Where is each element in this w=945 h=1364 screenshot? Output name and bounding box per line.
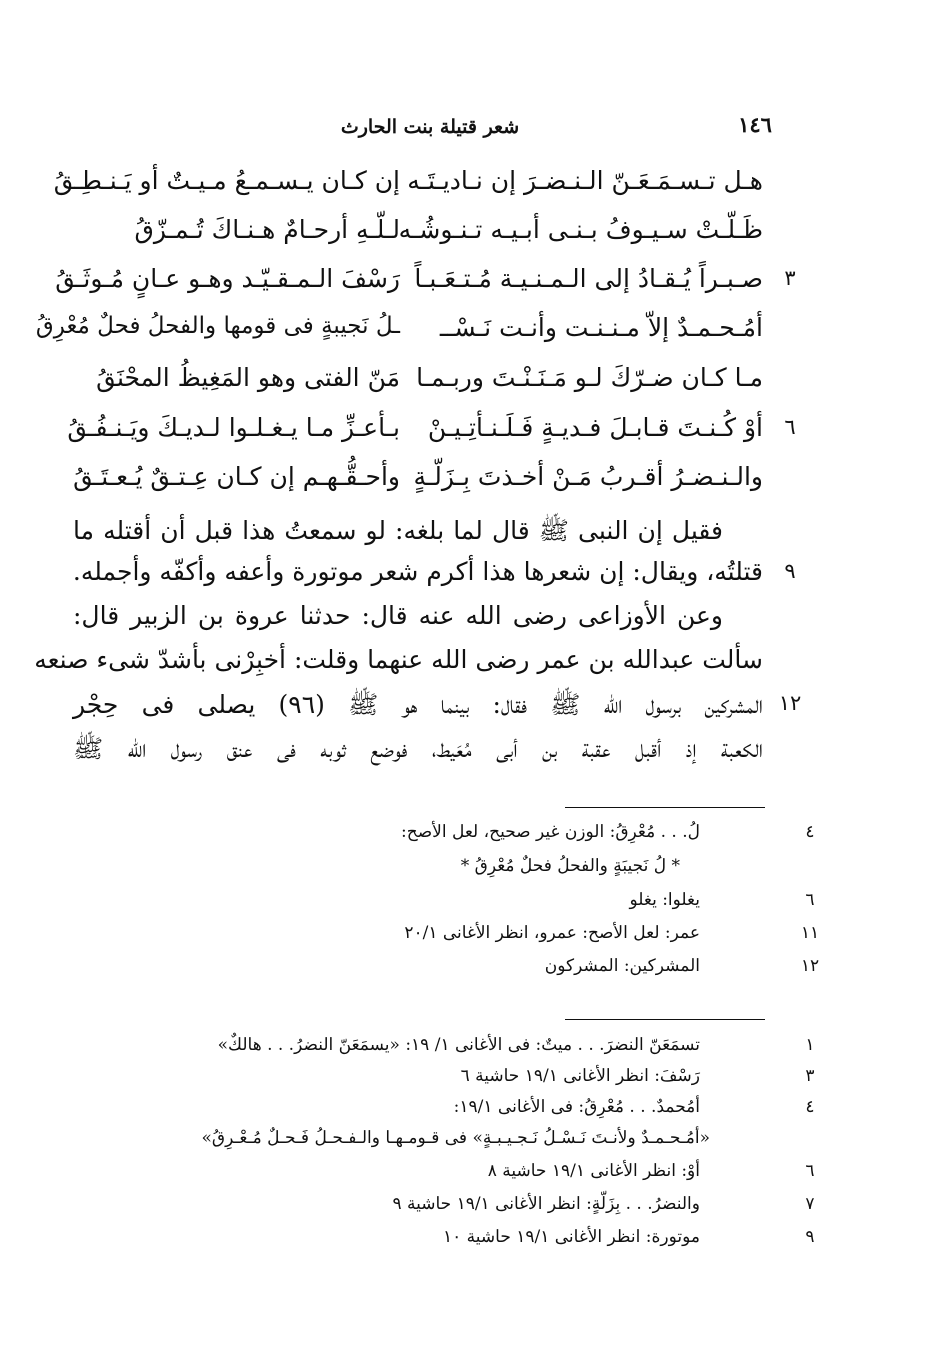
- apparatus-text: تسمَعَنّ النضرَ. . . ميتٌ: فى الأغانى ١/ ١٩: «يسمَعَنّ النضرُ. . . هالكٌ»: [217, 1035, 700, 1055]
- prose-line: [60, 557, 850, 601]
- prose-line: [60, 515, 850, 559]
- verse-first-hemistich: أوْ كُـنـتَ قـابـلَ فـديـةٍ فَـلَـنـأتِـيـنْ: [427, 413, 763, 442]
- apparatus-line: [60, 1194, 850, 1222]
- verse-first-hemistich: مـا كـان ضـرّكَ لـو مَـنَـنْـتَ وربـمـا: [416, 363, 763, 392]
- apparatus-rule: [565, 1019, 765, 1020]
- line-number: ٦: [805, 890, 815, 910]
- line-number: ١٢: [800, 956, 820, 976]
- prose-line: [34, 645, 850, 689]
- footnote-rule: [565, 807, 765, 808]
- apparatus-text: موتورة: انظر الأغانى ١٩/١ حاشية ١٠: [442, 1227, 700, 1247]
- apparatus-line: [60, 1035, 850, 1063]
- verse-line: [60, 215, 850, 261]
- line-number: ١: [805, 1035, 815, 1055]
- verse-second-hemistich: إن كـان يـسـمـعُ مـيـتٌ أو يَـنـطِـقُ: [53, 166, 400, 195]
- apparatus-text: والنضرُ. . . بِزَلّةٍ: انظر الأغانى ١٩/١ حاشية ٩: [392, 1194, 700, 1214]
- prose-text: الكعبة إذ أقبل عقبة بن أبى مُعَيط، فوضع ثوبه فى عنق رسول الله ﷺ: [73, 734, 763, 763]
- prose-line: [60, 601, 850, 645]
- line-number: ٤: [805, 1097, 815, 1117]
- line-number: ٣: [784, 266, 796, 290]
- verse-first-hemistich: هـل تـسـمَـعَـنّ الـنـضـرَ إن نـاديـتَـه: [407, 166, 763, 195]
- verse-first-hemistich: صـبـراً يُـقـادُ إلى الـمـنـيـة مُـتـعَـبـاً: [414, 264, 763, 293]
- line-number: ٦: [805, 1161, 815, 1181]
- line-number: ١٢: [778, 691, 802, 715]
- verse-first-hemistich: ظَـلّـتْ سـيـوفُ بـنـى أبـيـه تـنـوشُـه: [398, 215, 763, 244]
- footnote-line: [60, 856, 850, 884]
- line-number: ١١: [800, 923, 820, 943]
- footnote-line: [60, 923, 850, 951]
- apparatus-line: [60, 1066, 850, 1094]
- prose-text: المشركين برسول الله ﷺ فقال: بينما هو ﷺ (٩٦) يصلى فى حِجْر: [73, 690, 763, 719]
- verse-line: [60, 462, 850, 508]
- verse-second-hemistich: بـأعـزِّ مـا يـغـلـوا لـديـكَ ويَـنـفُـقُ: [67, 413, 400, 442]
- prose-text: فقيل إن النبى ﷺ قال لما بلغه: لو سمعتُ هذا قبل أن أقتله ما: [73, 516, 723, 545]
- apparatus-text: أمُحمدٌ. . . مُعْرِقُ: فى الأغانى ١٩/١:: [453, 1097, 700, 1117]
- footnote-line: [60, 890, 850, 918]
- footnote-line: [60, 822, 850, 850]
- prose-text: سألت عبدالله بن عمر رضى الله عنهما وقلت: أخبِرْنى بأشدّ شىء صنعه: [34, 645, 763, 674]
- running-title: شعر قتيلة بنت الحارث: [340, 116, 520, 138]
- footnote-line: [60, 956, 850, 984]
- line-number: ٩: [805, 1227, 815, 1247]
- page-number: ١٤٦: [738, 112, 772, 137]
- footnote-text: المشركين: المشركون: [544, 956, 700, 976]
- footnote-text: * لُ نَجيبَةٍ والفحلُ فحلٌ مُعْرِقُ *: [460, 856, 680, 876]
- verse-second-hemistich: ـلُ نَجيبةٍ فى قومها والفحلُ فحلٌ مُعْرِقُ: [35, 313, 400, 339]
- line-number: ٤: [805, 822, 815, 842]
- apparatus-line: [60, 1227, 850, 1255]
- verse-second-hemistich: لـلّـهِ أرحـامٌ هـنـاكَ تُـمـزّقُ: [134, 215, 400, 244]
- verse-line: [53, 166, 850, 212]
- verse-first-hemistich: والـنـضـرُ أقـربُ مَـنْ أخـذتَ بِـزَلّـةٍ: [413, 462, 763, 491]
- apparatus-text: رَسْفَ: انظر الأغانى ١٩/١ حاشية ٦: [460, 1066, 700, 1086]
- footnote-text: يغلوا: يغلو: [629, 890, 700, 910]
- verse-line: [60, 413, 850, 459]
- line-number: ٧: [805, 1194, 815, 1214]
- apparatus-line: [60, 1161, 850, 1189]
- verse-line: [55, 264, 850, 310]
- prose-text: وعن الأوزاعى رضى الله عنه قال: حدثنا عروة بن الزبير قال:: [73, 601, 723, 630]
- verse-line: [35, 313, 850, 359]
- verse-first-hemistich: أمُـحـمـدٌ إلاّ مـنـنـت وأنـت نَـسْــ: [439, 313, 763, 342]
- prose-text: قتلتُه، ويقال: إن شعرها هذا أكرم شعر موتورة وأعفه وأكفّه وأجمله.: [72, 557, 763, 586]
- footnote-text: عمر: لعل الأصح: عمرو، انظر الأغانى ٢٠/١: [404, 923, 700, 943]
- apparatus-line: [60, 1097, 850, 1125]
- prose-line: [60, 733, 850, 777]
- footnote-text: لُ. . . مُعْرِقُ: الوزن غير صحيح، لعل الأصح:: [401, 822, 700, 842]
- apparatus-text: «أمُـحـمـدٌ ولأنـتَ نَـسْـلُ نَـجـيـبـةٍ» فى قـومـهـا والـفـحـلُ فَـحـلٌ مُـعْـرِقُ»: [201, 1128, 710, 1148]
- prose-line: [60, 689, 850, 733]
- line-number: ٩: [784, 559, 796, 583]
- verse-second-hemistich: رَسْفَ الـمـقـيّـد وهـو عـانٍ مُـوثَـقُ: [55, 264, 400, 293]
- apparatus-line: [60, 1128, 850, 1156]
- verse-line: [60, 363, 850, 409]
- line-number: ٣: [805, 1066, 815, 1086]
- apparatus-text: أوْ: انظر الأغانى ١٩/١ حاشية ٨: [487, 1161, 700, 1181]
- verse-second-hemistich: وأحـقُّـهـم إن كـان عِـتـقٌ يُـعـتَـقُ: [73, 462, 400, 491]
- verse-second-hemistich: مَنّ الفتى وهو المَغِيظُ المحْنَقُ: [96, 363, 400, 392]
- line-number: ٦: [784, 415, 796, 439]
